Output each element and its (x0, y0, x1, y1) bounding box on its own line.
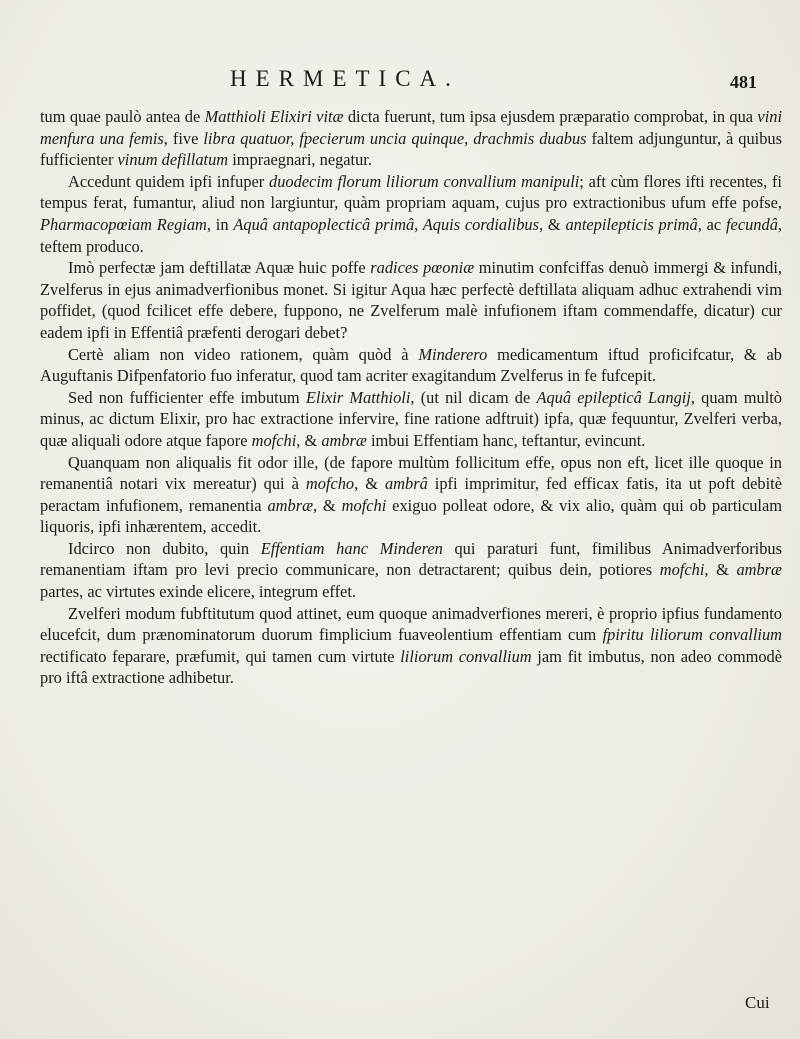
paragraph (40, 387, 782, 452)
text-run: Imò perfectæ jam deftillatæ Aquæ huic poffe (68, 258, 371, 278)
text-run: , teftem produco. (40, 214, 782, 256)
italic-text: ambræ (736, 560, 782, 580)
italic-text: ambræ (267, 495, 314, 515)
paragraph (40, 538, 782, 603)
text-run: , & (354, 474, 385, 494)
italic-text: mofchi (659, 560, 705, 580)
paragraph (40, 603, 782, 689)
text-run: Idcirco non dubito, quin (68, 538, 261, 558)
italic-text: vini menfura una femis (40, 107, 782, 148)
italic-text: vinum defillatum (117, 150, 229, 170)
text-run: , & (296, 430, 322, 450)
italic-text: Effentiam hanc Minderen (260, 538, 443, 558)
italic-text: Aquâ epilepticâ Langij (536, 387, 691, 407)
text-run: medicamentum iftud proficifcatur, & ab Auguftanis Difpenfatorio fuo inferatur, quod tam acriter exagitandum Zvelferus in fe fufcepit. (40, 344, 782, 386)
text-run: minutim confciffas denuò immergi & infundi, Zvelferus in ejus animadverfionibus monet. Si igitur Aqua hæc perfectè deftillata aliquam adhuc extrahendi vim poffidet, (quod fcilicet effe debere, fuppono, ne Zvelferum malè infufionem iftam commendaffe, dicatur) cur eadem ipfi in Effentiâ præfenti derogari debet? (40, 258, 782, 342)
text-run: dicta fuerunt, tum ipsa ejusdem præparatio comprobat, in qua (343, 107, 758, 126)
text-run: Zvelferi modum fubftitutum quod attinet, eum quoque animadverfiones mereri, è proprio ipfius fundamento elucefcit, dum prænominatorum duorum fimplicium fuaveolentium effentiam cum (40, 603, 782, 645)
text-run: partes, ac virtutes exinde elicere, integrum effet. (40, 582, 356, 602)
text-run: imbui Effentiam hanc, teftantur, evincunt. (366, 430, 646, 450)
italic-text: duodecim florum liliorum convallium manipuli (269, 171, 580, 191)
running-head: HERMETICA. (230, 66, 460, 91)
text-run: Quanquam non aliqualis fit odor ille, (de fapore multùm follicitum effe, opus non eft, licet ille quoque in remanentiâ notari vix mereatur) qui à (40, 452, 782, 494)
italic-text: Minderero (418, 344, 488, 364)
text-run: Certè aliam non video rationem, quàm quòd à (68, 344, 419, 364)
italic-text: mofchi (251, 430, 297, 450)
italic-text: Elixir Matthioli (305, 387, 411, 407)
body-text (40, 106, 782, 689)
italic-text: mofchi (341, 495, 387, 515)
italic-text: ambrâ (384, 474, 428, 494)
text-run: ; aft cùm flores ifti recentes, fi tempus ferat, fumantur, aliud non largiuntur, quàm propriam aquam, cujus pro extractionibus ufum effe pofse, (40, 171, 782, 213)
text-run: Sed non fufficienter effe imbutum (68, 387, 306, 407)
paragraph (40, 257, 782, 343)
italic-text: Pharmacopœiam Regiam (40, 214, 207, 234)
text-run: , & (313, 495, 342, 515)
catchword: Cui (745, 993, 770, 1012)
paragraph (40, 452, 782, 538)
paragraph (40, 344, 782, 387)
italic-text: mofcho (305, 474, 355, 494)
italic-text: fpiritu liliorum convallium (602, 625, 782, 645)
italic-text: Matthioli Elixiri vitæ (204, 107, 344, 126)
text-run: ipfi imprimitur, fed efficax fatis, ita ut poft debitè peractam infufionem, remanentia (40, 474, 782, 515)
text-run: exiguo polleat odore, & vix alio, quàm qui ob particulam liquoris, ipfi inhærentem, accedit. (40, 495, 783, 537)
italic-text: liliorum convallium (400, 646, 532, 666)
text-run: qui paraturi funt, fimilibus Animadverforibus remanentiam iftam pro levi precio communicare, non detractarent; quibus dein, potiores (40, 538, 782, 580)
text-run: , five (163, 128, 204, 148)
italic-text: antepilepticis primâ (565, 214, 698, 234)
paragraph (40, 171, 782, 257)
text-run: , quam multò minus, ac dictum Elixir, pro hac extractione infervire, fine ratione adftruit) ipfa, quæ fequuntur, Zvelferi verba, quæ aliquali odore atque fapore (40, 387, 783, 450)
page-number: 481 (730, 72, 757, 92)
page-header (0, 66, 800, 98)
text-run: faltem adjunguntur, à quibus fufficienter (40, 128, 783, 170)
text-run: jam fit imbutus, non adeo commodè pro iftâ extractione adhibetur. (40, 646, 783, 688)
text-run: Accedunt quidem ipfi infuper (68, 171, 269, 191)
text-run: , ac (697, 214, 726, 234)
italic-text: libra quatuor, fpecierum uncia quinque, drachmis duabus (203, 128, 587, 148)
text-run: , & (704, 560, 737, 580)
text-run: rectificato feparare, præfumit, qui tamen cum virtute (40, 646, 401, 666)
italic-text: fecundâ (726, 214, 778, 234)
text-run: , in (206, 214, 234, 234)
text-run: , (ut nil dicam de (410, 387, 537, 407)
text-run: & (543, 214, 566, 234)
italic-text: Aquâ antapoplecticâ primâ, Aquis cordialibus, (233, 214, 544, 234)
paragraph (40, 106, 782, 171)
italic-text: ambræ (321, 430, 367, 450)
text-run: tum quae paulò antea de (40, 107, 205, 126)
text-run: impraegnari, negatur. (228, 150, 372, 170)
italic-text: radices pœoniæ (370, 258, 475, 278)
